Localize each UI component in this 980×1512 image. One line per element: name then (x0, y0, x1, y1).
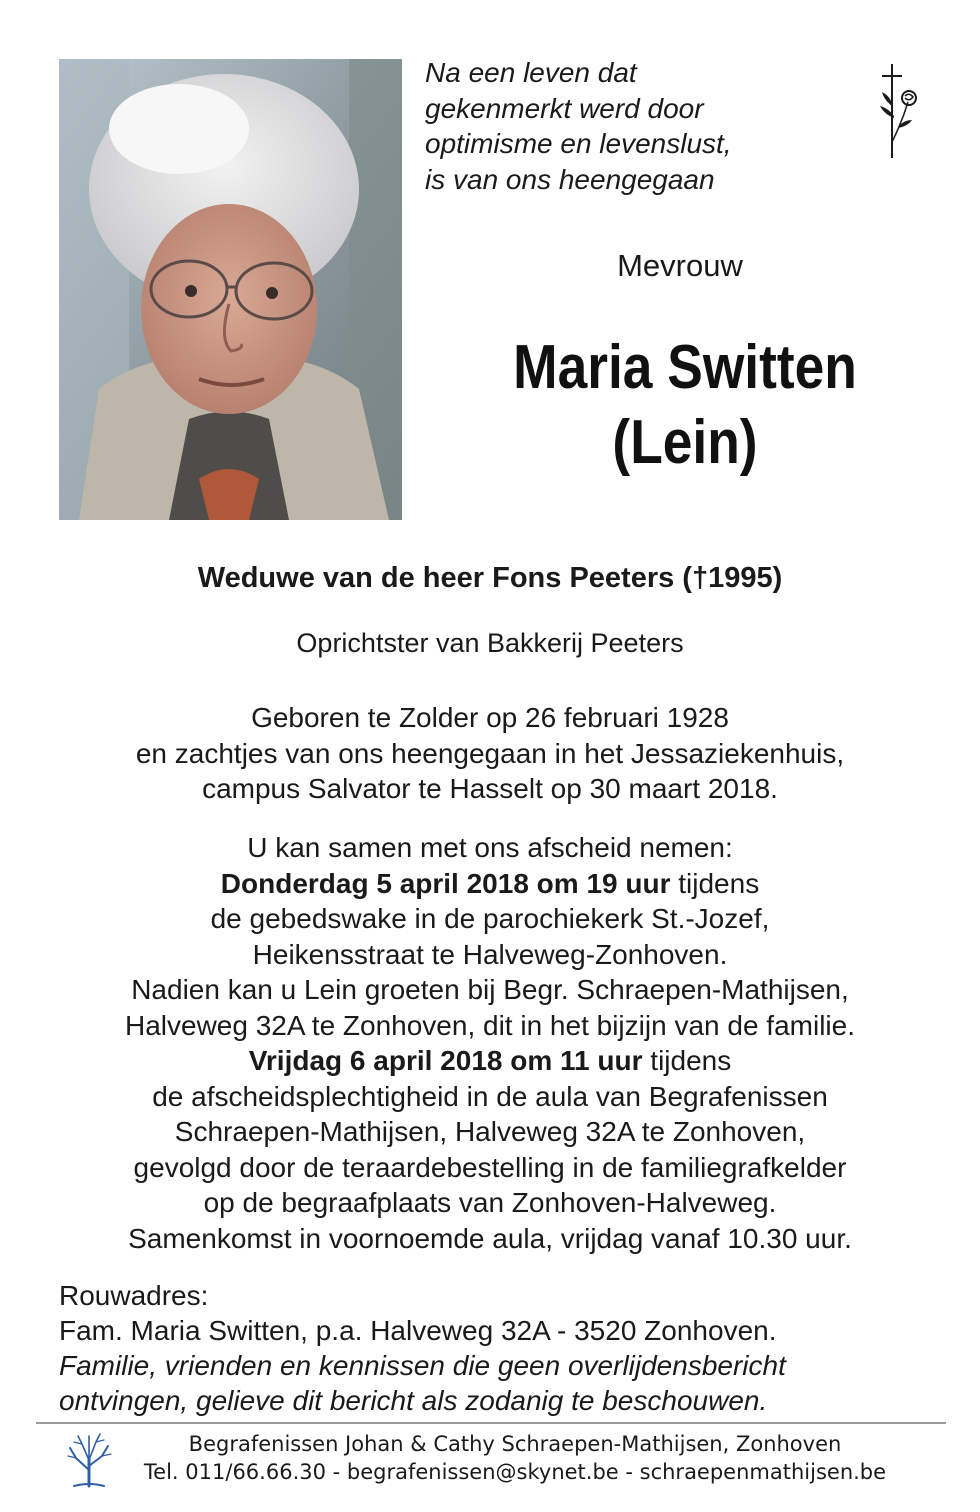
salutation: Mevrouw (617, 248, 743, 283)
service-line: gevolgd door de teraardebestelling in de familiegrafkelder (133, 1151, 847, 1183)
deceased-nickname: (Lein) (612, 408, 758, 477)
birth-death-line: en zachtjes van ons heengegaan in het Jessaziekenhuis, (135, 737, 845, 769)
address-note-line: ontvingen, gelieve dit bericht als zodanig te beschouwen. (59, 1385, 768, 1416)
service-line: Samenkomst in voornoemde aula, vrijdag vanaf 10.30 uur. (128, 1222, 852, 1254)
address-line: Fam. Maria Switten, p.a. Halveweg 32A - 3520 Zonhoven. (59, 1315, 777, 1346)
wake-line: Heikensstraat te Halveweg-Zonhoven. (252, 938, 728, 970)
address-label: Rouwadres: (59, 1280, 209, 1311)
service-date: Vrijdag 6 april 2018 om 11 uur (248, 1045, 643, 1076)
cross-rose-icon (872, 62, 920, 162)
farewell-details (0, 830, 980, 1256)
wake-date: Donderdag 5 april 2018 om 19 uur (220, 867, 671, 899)
portrait-photo (59, 59, 402, 520)
service-line: op de begraafplaats van Zonhoven-Halveweg. (203, 1187, 777, 1218)
address-note-line: Familie, vrienden en kennissen die geen overlijdensbericht (59, 1350, 786, 1381)
widow-of: Weduwe van de heer Fons Peeters (†1995) (197, 562, 783, 594)
service-line: Schraepen-Mathijsen, Halveweg 32A te Zonhoven, (174, 1116, 806, 1147)
service-suffix: tijdens (642, 1045, 732, 1076)
intro-line: Na een leven dat (425, 57, 637, 88)
birth-death-line: Geboren te Zolder op 26 februari 1928 (251, 702, 729, 733)
birth-death-line: campus Salvator te Hasselt op 30 maart 2018. (202, 773, 778, 804)
footer-contact: Tel. 011/66.66.30 - begrafenissen@skynet.be - schraepenmathijsen.be (143, 1460, 887, 1484)
service-line: de afscheidsplechtigheid in de aula van Begrafenissen (152, 1080, 828, 1112)
portrait-image (59, 59, 402, 520)
role-line: Oprichtster van Bakkerij Peeters (296, 628, 684, 658)
intro-quote (425, 55, 845, 197)
wake-line: Halveweg 32A te Zonhoven, dit in het bijzijn van de familie. (125, 1009, 855, 1041)
mourning-address (59, 1278, 939, 1418)
wake-line: de gebedswake in de parochiekerk St.-Jozef, (210, 903, 770, 934)
intro-line: gekenmerkt werd door (425, 92, 704, 124)
deceased-name-block (457, 330, 913, 480)
footer-divider (36, 1422, 946, 1424)
birth-death-text (0, 700, 980, 807)
service-date-line (0, 1043, 980, 1079)
wake-line: Nadien kan u Lein groeten bij Begr. Schraepen-Mathijsen, (131, 974, 849, 1005)
wake-date-line (0, 866, 980, 902)
intro-line: is van ons heengegaan (425, 163, 715, 195)
tree-logo-icon (64, 1430, 114, 1488)
deceased-name: Maria Switten (513, 333, 857, 402)
wake-suffix: tijdens (670, 867, 760, 899)
farewell-intro: U kan samen met ons afscheid nemen: (247, 832, 733, 863)
intro-line: optimisme en levenslust, (425, 128, 732, 159)
footer-company: Begrafenissen Johan & Cathy Schraepen-Mathijsen, Zonhoven (188, 1432, 842, 1456)
